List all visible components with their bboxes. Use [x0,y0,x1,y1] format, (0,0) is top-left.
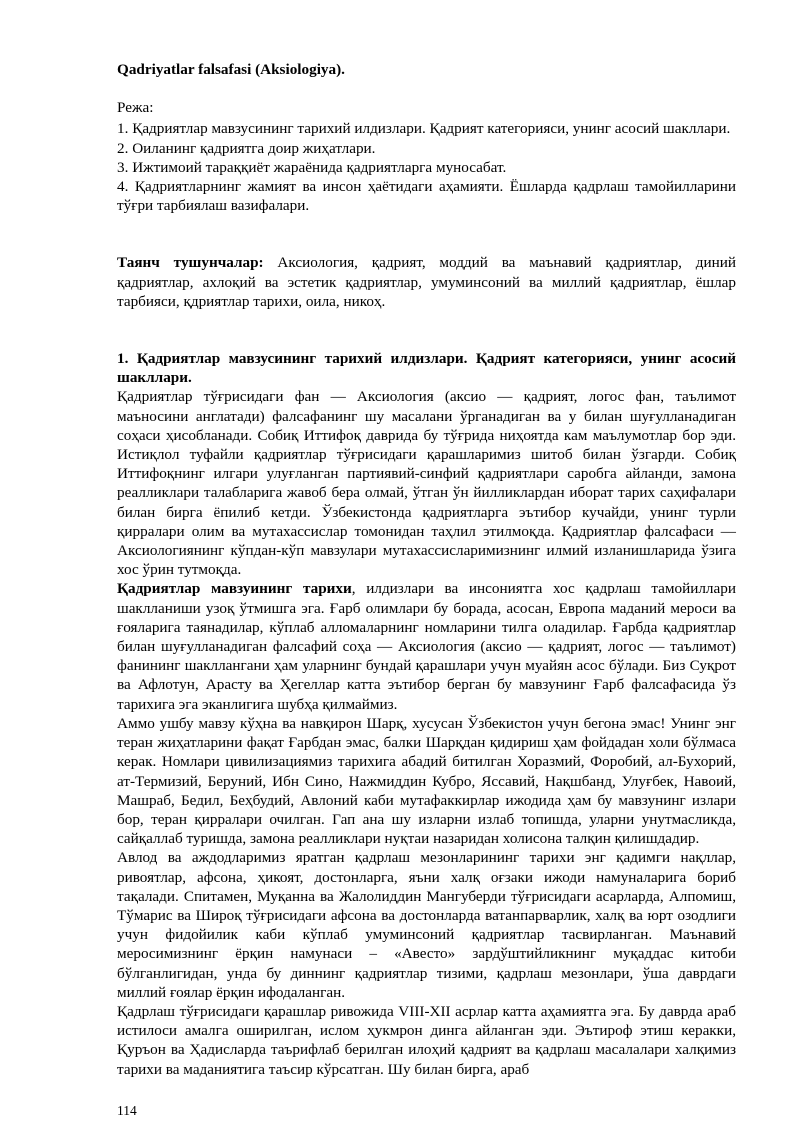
plan-item-4: 4. Қадриятларнинг жамият ва инсон ҳаётидаги аҳамияти. Ёшларда қадрлаш тамойилларини тўғри тарбиялаш вазифалари. [117,178,736,215]
key-concepts [117,253,736,311]
spacer [117,215,736,234]
paragraph-5: Қадрлаш тўғрисидаги қарашлар ривожида VIII-XII асрлар катта аҳамиятга эга. Бу даврда араб истилоси амалга оширилган, ислом ҳукмрон динга айланган эди. Эътироф этиш керакки, Қуръон ва Ҳадисларда таърифлаб берилган илоҳий қадрият ва қадрлаш масалалари халқимиз тарихи ва маданиятига таъсир кўрсатган. Шу билан бирга, араб [117,1002,736,1078]
document-page [117,60,736,1079]
plan-heading: Режа: [117,99,154,117]
paragraph-1: Қадриятлар тўғрисидаги фан — Аксиология (аксио — қадрият, логос фан, таълимот маъносини англатади) фалсафанинг шу масалани ўрганадиган ва у билан шуғулланадиган соҳаси ҳисобланади. Собиқ Иттифоқ даврида бу тўғрида ниҳоятда кам маълумотлар бор эди. Истиқлол туфайли қадриятлар тўғрисидаги қарашларимиз шитоб билан ўзгарди. Собиқ Иттифоқнинг илгари улуғланган партиявий-синфий қадриятлари саробга айланди, замона реалликлари талабларига жавоб бера олмай, ўтган ўн йилликлардан иборат тарих саҳифалари билан бирга ёпилиб кетди. Ўзбекистонда қадриятларга эътибор кучайди, унинг турли қирралари олим ва мутахассислар томонидан таҳлил этилмоқда. Қадриятлар фалсафаси — Аксиологиянинг кўпдан-кўп мавзулари мутахассисларимизнинг илмий изланишларида ўзига хос ўрин тутмоқда. [117,388,736,579]
spacer [117,311,736,330]
document-title: Qadriyatlar falsafasi (Aksiologiya). [117,61,345,78]
plan-item-1: 1. Қадриятлар мавзусининг тарихий илдизлари. Қадрият категорияси, унинг асосий шакллари. [117,120,731,138]
plan-item-3: 3. Ижтимоий тараққиёт жараёнида қадриятларга муносабат. [117,158,507,176]
section-1-title: 1. Қадриятлар мавзусининг тарихий илдизлари. Қадрият категорияси, унинг асосий шакллари. [117,350,736,387]
page-number: 114 [117,1103,137,1118]
paragraph-4: Авлод ва аждодларимиз яратган қадрлаш мезонларининг тарихи энг қадимги нақллар, ривоятлар, афсона, ҳикоят, достонларга, яъни халқ оғзаки ижоди намуналарига бориб тақалади. Спитамен, Муқанна ва Жалолиддин Мангуберди тўғрисидаги асарларда, Алпомиш, Тўмарис ва Широқ тўғрисидаги афсона ва достонларда ватанпарварлик, халқ ва юрт озодлиги учун фидойилик каби кўплаб умуминсоний қадриятлар тасвирланган. Маънавий меросимизнинг ёрқин намунаси – «Авесто» зардўштийликнинг муқаддас китоби бўлганлигидан, унда бу диннинг қадриятлар тизими, қадрлаш мезонлари, ўша даврдаги миллий ғоялар ёрқин ифодаланган. [117,849,736,1001]
paragraph-2 [117,579,736,713]
plan-item-2: 2. Оиланинг қадриятга доир жиҳатлари. [117,139,376,157]
key-concepts-label: Таянч тушунчалар: [117,254,264,272]
key-concepts-text: Аксиология, қадрият, моддий ва маънавий қадриятлар, диний қадриятлар, ахлоқий ва эстетик қадриятлар, умуминсоний ва миллий қадриятлар, ёшлар тарбияси, қдриятлар тарихи, оила, никоҳ. [117,254,737,310]
paragraph-2-bold-lead: Қадриятлар мавзуининг тарихи [117,580,352,598]
paragraph-2-text: , илдизлари ва инсониятга хос қадрлаш тамойиллари шаклланиши узоқ ўтмишга эга. Ғарб олимлари бу борада, асосан, Европа маданий мероси ва ғояларига таянадилар, кўплаб алломаларнинг номларини тилга оладилар. Ғарбда қадриятлар билан шуғулланадиган фалсафий соҳа — Аксиология (аксио — қадрият, логос — таълимот) фанининг шакллангани ҳам уларнинг бундай қарашлари учун муайян асос бўлади. Биз Суқрот ва Афлотун, Арасту ва Ҳегеллар катта эътибор берган бу мавзунинг Ғарб фалсафасида ўз тарихига эга эканлигига шубҳа қилмаймиз. [117,580,736,713]
paragraph-3: Аммо ушбу мавзу кўҳна ва навқирон Шарқ, хусусан Ўзбекистон учун бегона эмас! Унинг энг теран жиҳатларини фақат Ғарбдан эмас, балки Шарқдан қидириш ҳам фойдадан холи бўлмаса керак. Номлари цивилизациямиз тарихига абадий битилган Хоразмий, Форобий, ал-Бухорий, ат-Термизий, Беруний, Ибн Сино, Нажмиддин Кубро, Яссавий, Нақшбанд, Улуғбек, Навоий, Машраб, Бедил, Беҳбудий, Авлоний каби мутафаккирлар ижодида ҳам бу мавзунинг излари бор, теран қирралари очилган. Гап ана шу изларни излаб топишда, уларни унутмасликда, сайқаллаб туришда, замона реалликлари нуқтаи назаридан холисона талқин қилишдадир. [117,714,736,848]
